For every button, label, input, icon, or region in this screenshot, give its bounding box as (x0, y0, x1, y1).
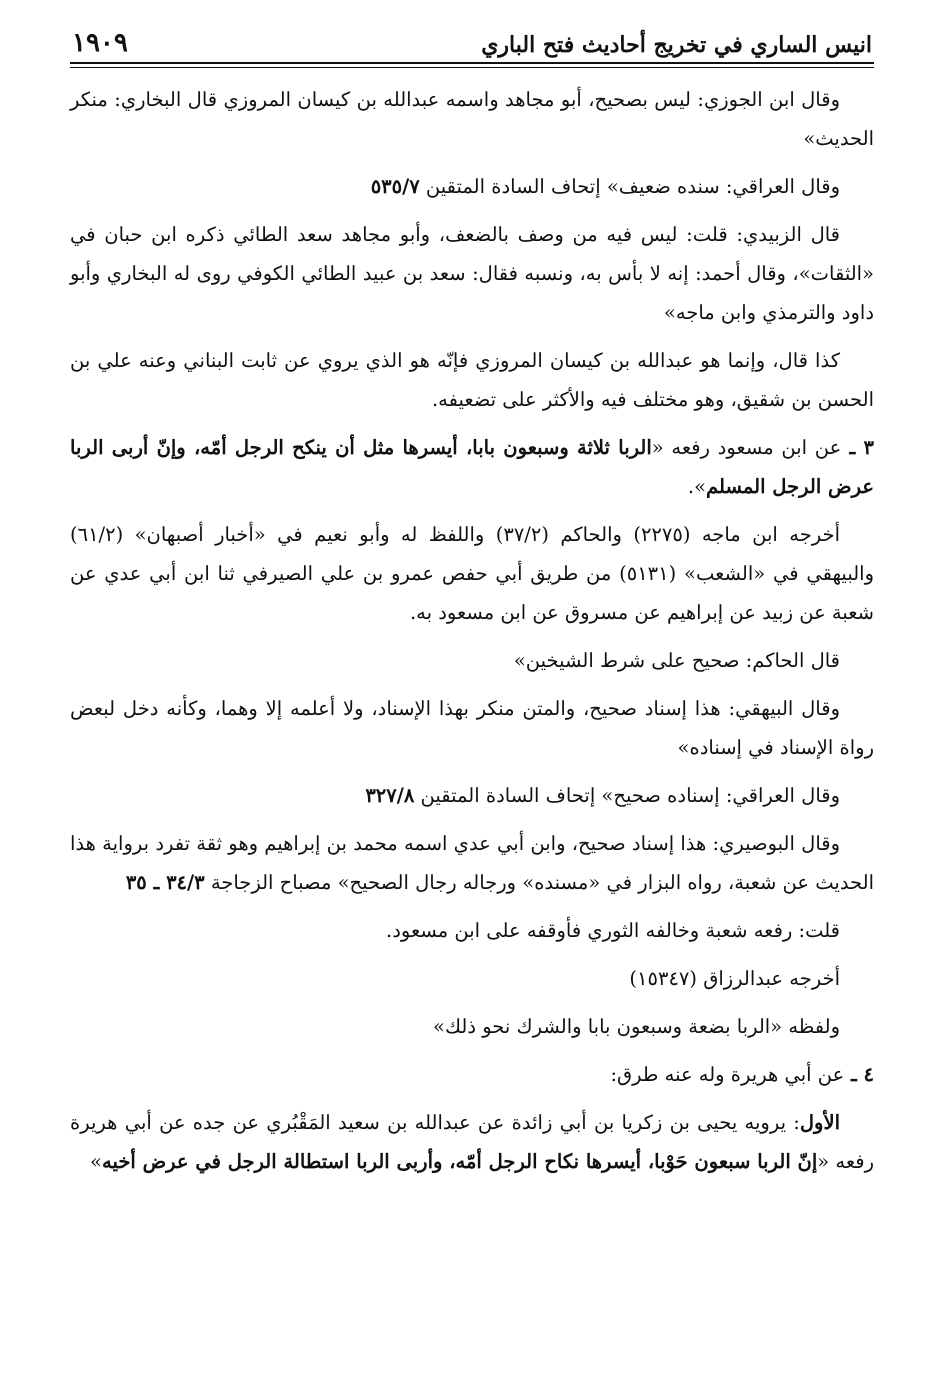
text-segment: قال الحاكم: صحيح على شرط الشيخين» (513, 649, 840, 672)
text-segment: أخرجه عبدالرزاق (١٥٣٤٧) (629, 967, 840, 990)
text-segment: » (90, 1150, 102, 1173)
text-segment: وقال ابن الجوزي: ليس بصحيح، أبو مجاهد واسمه عبدالله بن كيسان المروزي قال البخاري: منكر الحديث» (70, 88, 874, 150)
text-segment: كذا قال، وإنما هو عبدالله بن كيسان المروزي فإنّه هو الذي يروي عن ثابت البناني وعنه علي بن الحسن بن شقيق، وهو مختلف فيه والأكثر على تضعيفه. (70, 349, 874, 411)
paragraph (70, 1007, 874, 1046)
text-segment: عن أبي هريرة وله عنه طرق: (610, 1063, 845, 1086)
text-segment: : يرويه يحيى بن زكريا بن أبي زائدة عن عبدالله بن سعيد المَقْبُري عن جده عن أبي هريرة رفعه « (70, 1111, 874, 1173)
paragraph (70, 911, 874, 950)
text-segment: أخرجه ابن ماجه (٢٢٧٥) والحاكم (٣٧/٢) واللفظ له وأبو نعيم في «أخبار أصبهان» (٦١/٢) والبيهقي في «الشعب» (٥١٣١) من طريق أبي حفص عمرو بن علي الصيرفي ثنا ابن أبي عدي عن شعبة عن زبيد عن إبراهيم عن مسروق عن ابن مسعود به. (70, 523, 874, 624)
text-segment: وقال العراقي: إسناده صحيح» إتحاف السادة المتقين (414, 784, 840, 807)
text-segment: قلت: رفعه شعبة وخالفه الثوري فأوقفه على ابن مسعود. (386, 919, 840, 942)
text-segment: قال الزبيدي: قلت: ليس فيه من وصف بالضعف، وأبو مجاهد سعد الطائي ذكره ابن حبان في «الثقات»، وقال أحمد: إنه لا بأس به، ونسبه فقال: سعد بن عبيد الطائي الكوفي روى له البخاري وأبو داود والترمذي وابن ماجه» (70, 223, 874, 324)
text-segment: ». (687, 475, 707, 498)
paragraph (70, 959, 874, 998)
paragraph (70, 428, 874, 506)
running-header (70, 22, 874, 64)
bold-text-segment: ٣٢٧/٨ (365, 784, 415, 807)
paragraph (70, 167, 874, 206)
bold-text-segment: إنّ الربا سبعون حَوْبا، أيسرها نكاح الرجل أمّه، وأربى الربا استطالة الرجل في عرض أخيه (101, 1150, 818, 1173)
paragraph (70, 1055, 874, 1094)
paragraph (70, 824, 874, 902)
text-segment: وقال العراقي: سنده ضعيف» إتحاف السادة المتقين (419, 175, 840, 198)
paragraph (70, 80, 874, 158)
header-rule (70, 67, 874, 68)
bold-text-segment: ٣ ـ (841, 436, 874, 459)
bold-text-segment: الربا ثلاثة وسبعون بابا، أيسرها مثل أن ينكح الرجل أمّه، وإنّ أربى الربا عرض الرجل المسلم (70, 436, 874, 498)
paragraph (70, 641, 874, 680)
book-title: انيس الساري في تخريج أحاديث فتح الباري (481, 32, 872, 58)
text-segment: وقال البيهقي: هذا إسناد صحيح، والمتن منكر بهذا الإسناد، ولا أعلمه إلا وهما، وكأنه دخل لبعض رواة الإسناد في إسناده» (70, 697, 874, 759)
bold-text-segment: ٣٤/٣ ـ ٣٥ (125, 871, 205, 894)
page-body (70, 80, 874, 1181)
bold-text-segment: الأول (799, 1111, 840, 1134)
paragraph (70, 515, 874, 632)
text-segment: وقال البوصيري: هذا إسناد صحيح، وابن أبي عدي اسمه محمد بن إبراهيم وهو ثقة تفرد برواية هذا الحديث عن شعبة، رواه البزار في «مسنده» ورجاله رجال الصحيح» مصباح الزجاجة (70, 832, 874, 894)
paragraph (70, 776, 874, 815)
text-segment: ولفظه «الربا بضعة وسبعون بابا والشرك نحو ذلك» (433, 1015, 840, 1038)
paragraph (70, 215, 874, 332)
bold-text-segment: ٥٣٥/٧ (370, 175, 420, 198)
page-number: ١٩٠٩ (72, 28, 128, 58)
paragraph (70, 1103, 874, 1181)
text-segment: عن ابن مسعود رفعه « (651, 436, 842, 459)
paragraph (70, 341, 874, 419)
paragraph (70, 689, 874, 767)
bold-text-segment: ٤ ـ (844, 1063, 874, 1086)
